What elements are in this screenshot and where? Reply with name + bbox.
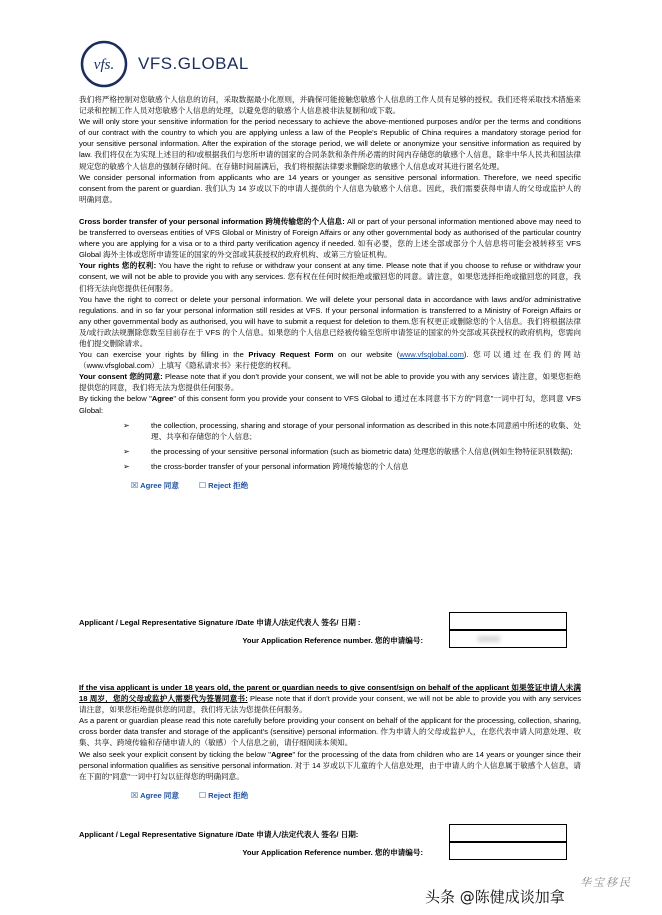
list-item: ➢ the collection, processing, sharing and storage of your personal information as described in this note本同意函中所述的收集、处理、共享和存储您的个人信息; — [123, 420, 581, 441]
reject-checkbox-2[interactable]: ☐ Reject 拒绝 — [199, 790, 249, 800]
consent-choices — [131, 480, 581, 491]
consent-heading: Your consent 您的同意: — [79, 372, 163, 382]
unchecked-box-icon: ☐ — [199, 481, 207, 490]
consent-body — [79, 94, 581, 491]
paragraph-cross-border: Cross border transfer of your personal information 跨境传输您的个人信息: All or part of your personal information mentioned above may need to be transferred to overseas entities of VFS Global or Ministry of Foreign Affairs or any other governmental body as authorised of the particular country where you are applying for a visa or to a third party verification agency if needed. 如有必要，您的上述全部或部分个人信息将可能会被转移至 VFS Global 海外主体或您所申请签证的国家的外交部或其获授权的政府机构、或第三方验证机构。 — [79, 216, 581, 260]
reference-number-field-2[interactable] — [449, 842, 567, 860]
paragraph-access-control: 我们将严格控制对您敏感个人信息的访问，采取数据最小化原则，并确保可能接触您敏感个人信息的工作人员有足够的授权。我们还将采取技术措施来记录和控制工作人员对您敏感个人信息的处理，以避免您的敏感个人信息被非法复制和/或下载。 — [79, 95, 581, 116]
cross-border-heading: Cross border transfer of your personal information 跨境传输您的个人信息: — [79, 216, 345, 226]
corner-stamp: 华宝移民 — [580, 876, 632, 889]
paragraph-correct-delete: You have the right to correct or delete your personal information. We will delete your personal data in accordance with laws and/or administrative regulations. and in so far your personal information still resides at VFS. If your personal information is transferred to a Ministry of Foreign Affairs or any other governmental body as authorised, you will have to submit a request for deletion to them.您有权更正或删除您的个人信息。我们将根据法律及/或行政法规删除您数至目前存在于 VFS 的个人信息。如果您的个人信息已经被传输至您所申请签证的国家的外交部或其获授权的政府机构，您需向他们提交删除请求。 — [79, 294, 581, 348]
redacted-mark — [478, 636, 500, 642]
reject-checkbox[interactable]: ☐ Reject 拒绝 — [199, 481, 249, 490]
paragraph-minors: We consider personal information from applicants who are 14 years or younger as sensitive personal information. Therefore, we need specific consent from the parent or guardian. 我们认为 14 岁或以下的申请人提供的个人信息为敏感个人信息。因此，我们需要获得申请人的父母或监护人的明确同意。 — [79, 172, 581, 204]
svg-text:vfs.: vfs. — [93, 57, 115, 73]
toutiao-watermark: 头条 @陈健成谈加拿 — [425, 888, 565, 906]
signature-label: Applicant / Legal Representative Signature /Date 申请人/法定代表人 签名/ 日期: — [79, 830, 359, 839]
consent-choices-2 — [131, 790, 581, 801]
privacy-request-form-label: Privacy Request Form — [248, 350, 334, 360]
consent-list — [79, 420, 581, 472]
agree-checkbox[interactable]: ☒ Agree 同意 — [131, 481, 179, 490]
signature-block-1 — [79, 612, 579, 648]
paragraph-guardian: As a parent or guardian please read this note carefully before providing your consent on behalf of the applicant for the processing, collection, sharing, cross border data transfer and storage of the applicant's (sensitive) personal information. 作为申请人的父母或监护人，在您代表申请人同意处理、收集、共享、跨境传输和存储申请人的（敏感）个人信息之前，请仔细阅读本须知。 — [79, 716, 581, 748]
arrow-bullet-icon: ➢ — [123, 420, 130, 430]
under-18-heading: If the visa applicant is under 18 years old, the parent or guardian needs to give consent/sign on behalf of the applicant 如果签证申请人未满 18 周岁，您的父母或监护人需要代为签署同意书: — [79, 683, 581, 704]
vfs-logo-mark-icon — [80, 40, 128, 88]
vfsglobal-link[interactable]: www.vfsglobal.com — [399, 350, 464, 360]
list-item: ➢ the cross-border transfer of your personal information 跨境传输您的个人信息 — [123, 461, 409, 471]
paragraph-ticking: By ticking the below "Agree" of this consent form you provide your consent to VFS Global to 通过在本同意书下方的"同意"一词中打勾，您同意 VFS Global: — [79, 394, 581, 415]
checked-box-icon: ☒ — [131, 481, 139, 490]
paragraph-exercise-rights: You can exercise your rights by filling in the Privacy Request Form on our website (www.vfsglobal.com). 您可以通过在我们的网站（www.vfsglobal.com）上填写《隐私请求书》来行使您的权利。 — [79, 350, 581, 371]
agree-checkbox-2[interactable]: ☒ Agree 同意 — [131, 790, 179, 800]
signature-label: Applicant / Legal Representative Signature /Date 申请人/法定代表人 签名/ 日期 : — [79, 618, 361, 627]
paragraph-consent: Your consent 您的同意: Please note that if you don't provide your consent, we will not be able to provide you with any services 请注意，如果您拒绝提供您的同意，我们将无法为您提供任何服务。 — [79, 372, 581, 393]
reference-label: Your Application Reference number. 您的申请编号: — [242, 636, 423, 645]
rights-heading: Your rights 您的权利: — [79, 261, 157, 271]
paragraph-rights: Your rights 您的权利: You have the right to refuse or withdraw your consent at any time. Please note that if you choose to refuse or withdraw your consent, we will not be able to provide you with any services. 您有权在任何时候拒绝或撤回您的同意。请注意，如果您选择拒绝或撤回您的同意，我们将无法向您提供任何服务。 — [79, 261, 582, 293]
signature-field-2[interactable] — [449, 824, 567, 842]
vfs-global-logo — [80, 40, 249, 88]
signature-block-2 — [79, 824, 579, 860]
brand-name: VFS.GLOBAL — [138, 54, 249, 73]
list-item: ➢ the processing of your sensitive personal information (such as biometric data) 处理您的敏感个人信息(例如生物特征识别数据); — [123, 446, 573, 456]
unchecked-box-icon: ☐ — [199, 790, 207, 800]
checked-box-icon: ☒ — [131, 790, 139, 800]
arrow-bullet-icon: ➢ — [123, 446, 130, 456]
reference-number-field[interactable] — [449, 630, 567, 648]
reference-label: Your Application Reference number. 您的申请编号: — [242, 848, 423, 857]
paragraph-explicit-consent: We also seek your explicit consent by ticking the below "Agree" for the processing of the data from children who are 14 years or younger since their personal information qualifies as sensitive personal information. 对于 14 岁或以下儿童的个人信息处理，由于申请人的个人信息属于敏感个人信息，请在下面的"同意"一词中打勾以征得您的明确同意。 — [79, 749, 581, 781]
paragraph-under-18: If the visa applicant is under 18 years old, the parent or guardian needs to give consent/sign on behalf of the applicant 如果签证申请人未满 18 周岁，您的父母或监护人需要代为签署同意书: Please note that if don't provide your consent, we will not be able to provide you with any services 请注意，如果您拒绝提供您的同意，我们将无法为您提供任何服务。 — [79, 683, 581, 715]
arrow-bullet-icon: ➢ — [123, 461, 130, 471]
under-18-section — [79, 682, 581, 801]
signature-field[interactable] — [449, 612, 567, 630]
paragraph-storage: We will only store your sensitive information for the period necessary to achieve the above-mentioned purposes and/or per the terms and conditions of our contract with the country to which you are applying unless a law of the People's Republic of China requires a mandatory storage period for your sensitive personal information. After the expiration of the storage period, we will delete or anonymize your sensitive information as required by law. 我们将仅在为实现上述目的和/或根据我们与您所申请的国家的合同条款和条件所必需的时间内存储您的敏感个人信息，除非中华人民共和国法律规定您的敏感个人信息的强制存储时间。在存储时间届满后，我们将根据法律要求删除您的敏感个人信息或对其进行匿名处理。 — [79, 117, 581, 171]
